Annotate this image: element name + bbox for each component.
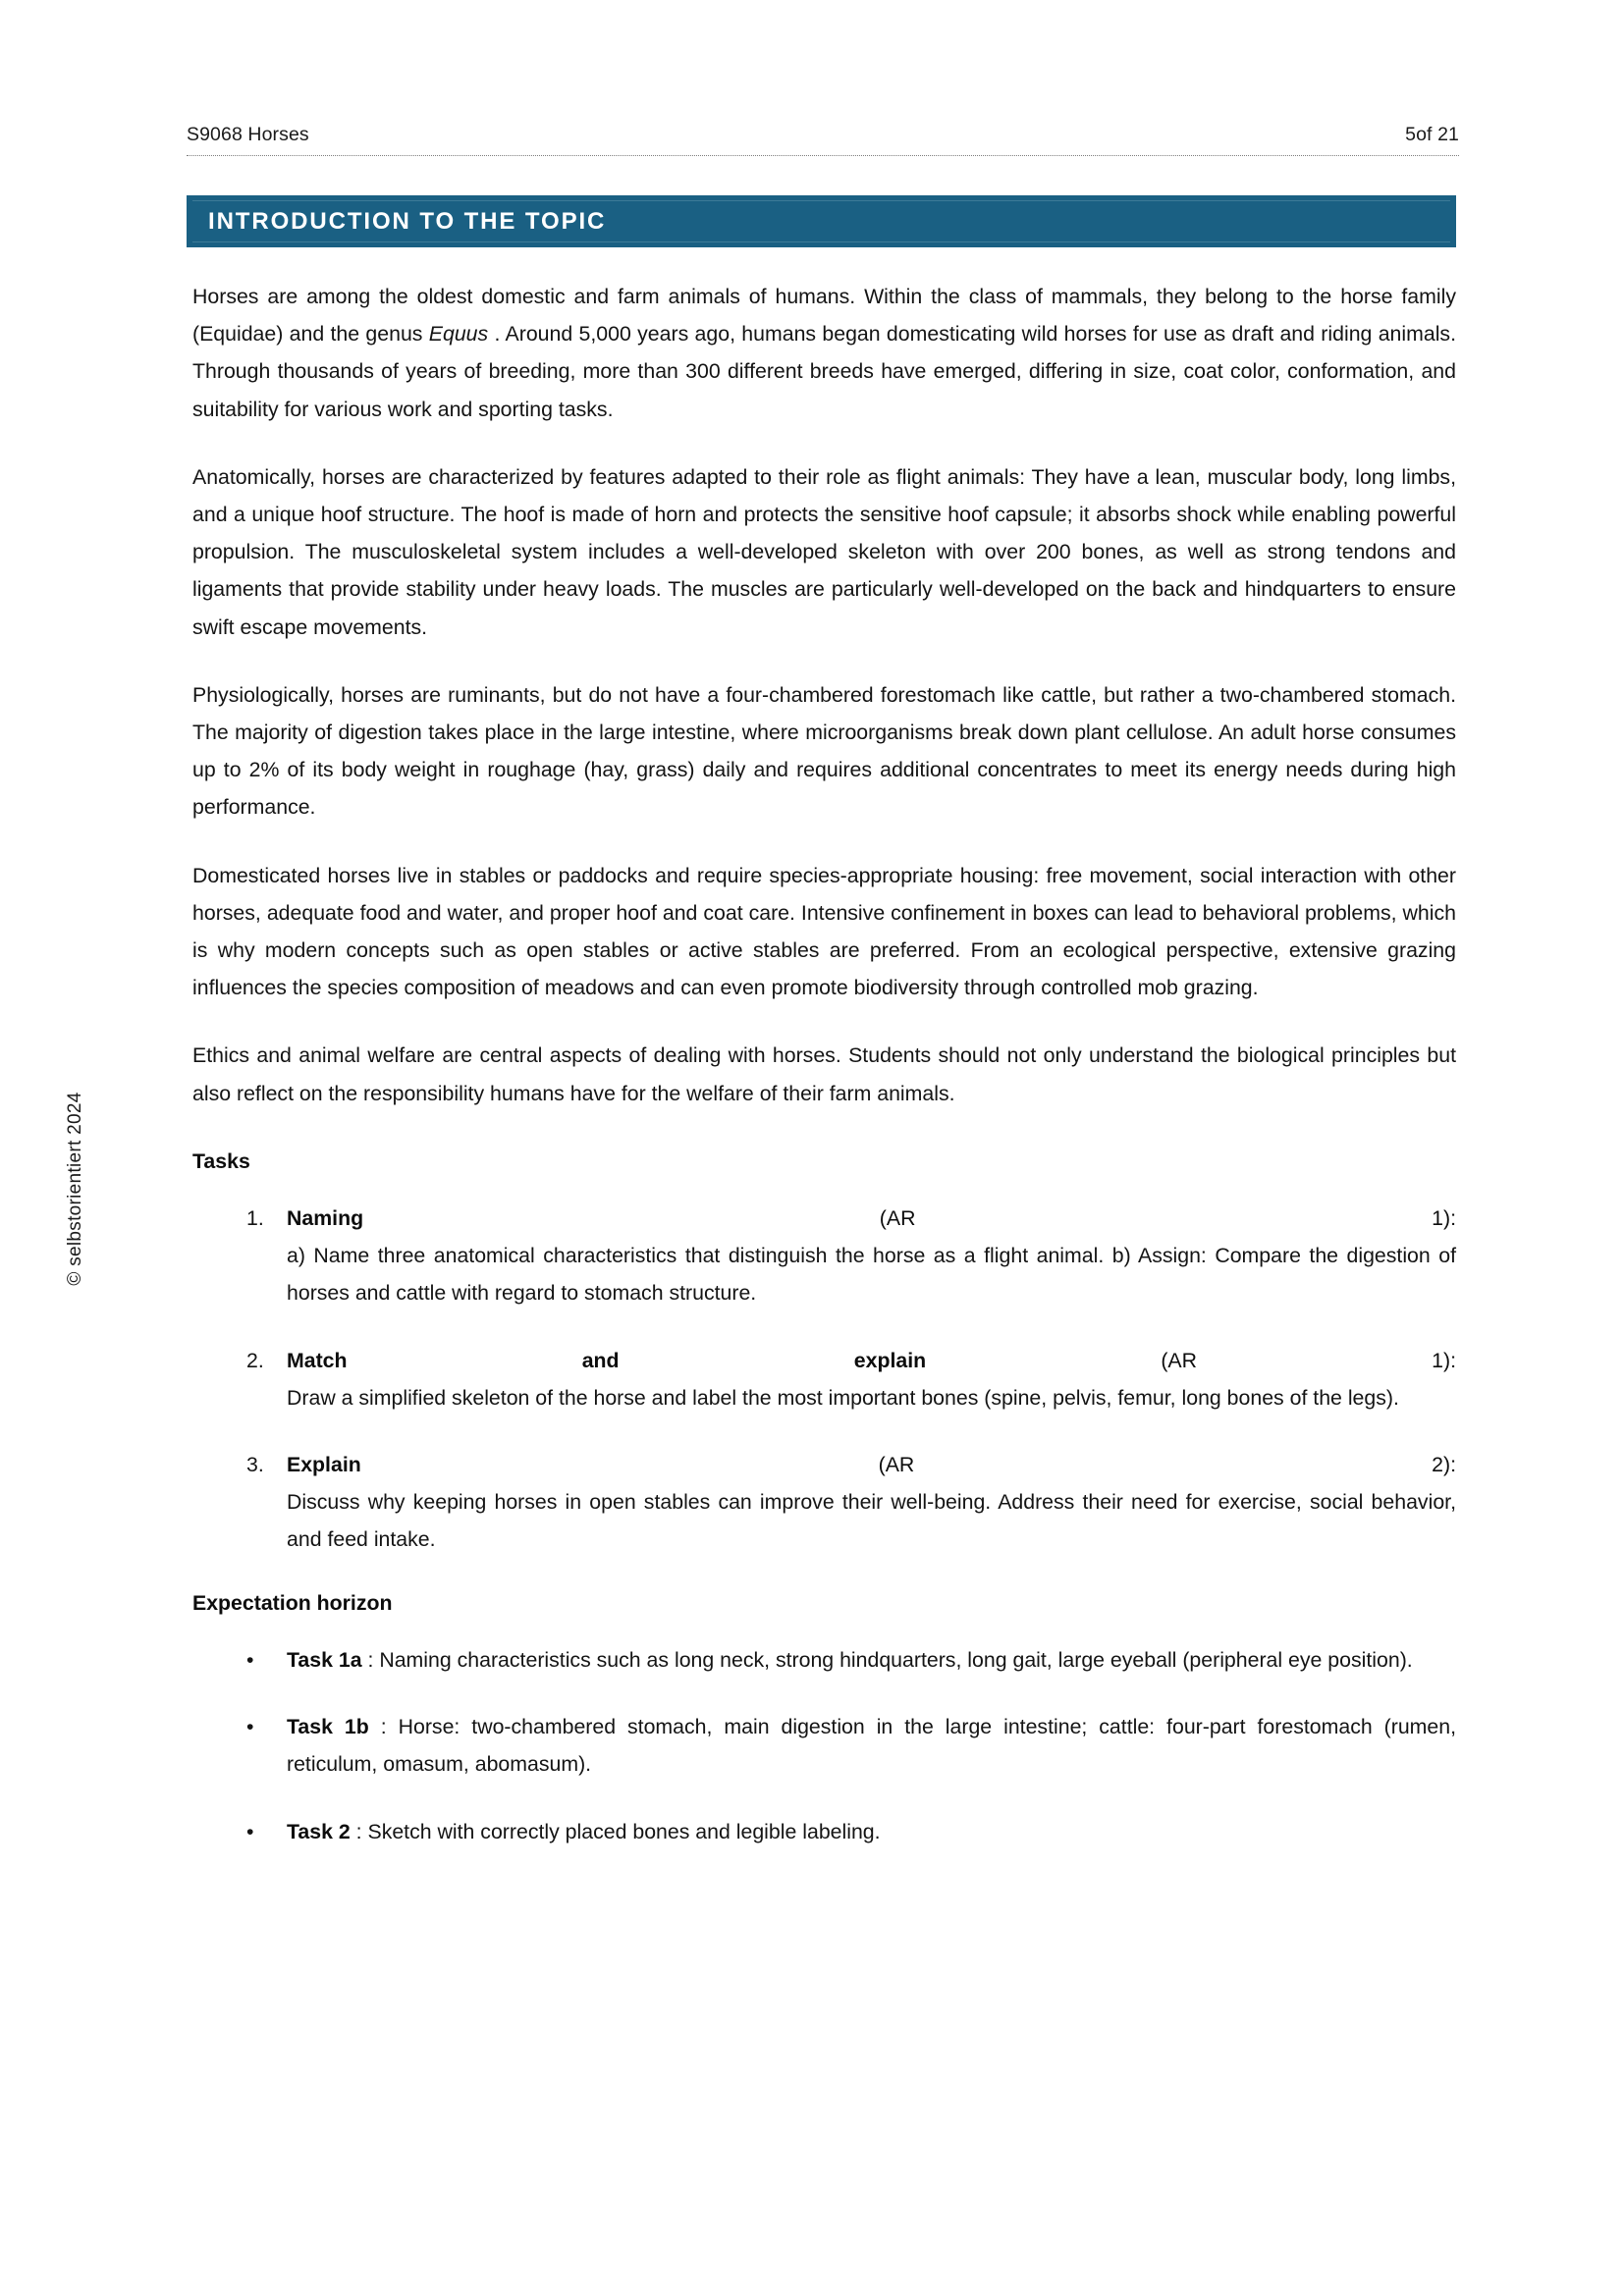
paragraph-husbandry: Domesticated horses live in stables or paddocks and require species-appropriate housing: free movement, social interaction with other horses, adequate food and water, and proper hoof and coat care. Intensive confinement in boxes can lead to behavioral problems, which is why modern concepts such as open stables or active stables are preferred. From an ecological perspective, extensive grazing influences the species composition of meadows and can even promote biodiversity through controlled mob grazing.: [192, 863, 1456, 1000]
list-item: [287, 1641, 1456, 1679]
sidebar-copyright-notice: © selbstorientiert 2024: [65, 1092, 85, 1286]
task-1-ar-label: (AR: [879, 1206, 916, 1231]
header-document-title: S9068 Horses: [187, 124, 309, 145]
task-list-item: [287, 1342, 1456, 1416]
paragraph-1-part-b: . Around 5,000 years ago, humans began domesticating wild horses for use as draft and riding animals. Through thousands of years of breeding, more than 300 different breeds have emerged, differing in size, coat color, conformation, and suitability for various work and sporting tasks.: [192, 322, 1456, 421]
spacer-above-tasks: [192, 1186, 1456, 1200]
tasks-list: [192, 1200, 1456, 1559]
paragraph-ethics: Ethics and animal welfare are central aspects of dealing with horses. Students should not only understand the biological principles but also reflect on the responsibility humans have for the welfare of their farm animals.: [192, 1043, 1456, 1105]
expectation-item-2-label: Task 1b: [287, 1715, 369, 1739]
task-2-title-word-2: and: [581, 1348, 620, 1372]
task-1-title-line: [287, 1200, 1456, 1237]
expectation-item-1-text: : Naming characteristics such as long neck, strong hindquarters, long gait, large eyeball (peripheral eye position).: [361, 1647, 1413, 1672]
paragraph-1-part-a: Horses are among the oldest domestic and farm animals of humans. Within the class of mammals, they belong to the horse family (Equidae) and the genus: [192, 285, 1456, 347]
header-divider-rule: [187, 155, 1459, 156]
expectation-horizon-list: [192, 1641, 1456, 1850]
spacer-above-expectation: [192, 1559, 1456, 1584]
task-3-spacer-left: [361, 1446, 879, 1483]
expectation-item-3-label: Task 2: [287, 1819, 351, 1843]
task-2-spacer-1: [348, 1342, 582, 1379]
task-1-level: 1):: [1432, 1206, 1456, 1231]
section-banner: [187, 195, 1456, 247]
list-item: [287, 1708, 1456, 1783]
tasks-heading: Tasks: [192, 1148, 250, 1173]
task-2-spacer-2: [620, 1342, 854, 1379]
task-list-item: [287, 1200, 1456, 1312]
task-2-title-word-3: explain: [853, 1348, 927, 1372]
task-1-title: Naming: [287, 1206, 364, 1231]
task-2-title-word-1: Match: [287, 1348, 348, 1372]
task-2-spacer-4: [1197, 1342, 1432, 1379]
task-2-ar-label: (AR: [1161, 1348, 1197, 1372]
task-3-title: Explain: [287, 1453, 361, 1477]
list-item: [287, 1813, 1456, 1850]
task-1-spacer-left: [363, 1200, 880, 1237]
task-1-spacer-right: [915, 1200, 1432, 1237]
paragraph-physiology: Physiologically, horses are ruminants, but do not have a four-chambered forestomach like cattle, but rather a two-chambered stomach. The majority of digestion takes place in the large intestine, where microorganisms break down plant cellulose. An adult horse consumes up to 2% of its body weight in roughage (hay, grass) daily and requires additional concentrates to meet its energy needs during high performance.: [192, 682, 1456, 820]
expectation-item-3-text: : Sketch with correctly placed bones and legible labeling.: [350, 1819, 881, 1843]
expectation-item-2-text: : Horse: two-chambered stomach, main digestion in the large intestine; cattle: four-part forestomach (rumen, reticulum, omasum, abomasum).: [287, 1715, 1457, 1777]
task-2-title-line: [287, 1342, 1456, 1379]
genus-name-italic: Equus: [428, 322, 489, 347]
paragraph-anatomy: Anatomically, horses are characterized by features adapted to their role as flight animals: They have a lean, muscular body, long limbs, and a unique hoof structure. The hoof is made of horn and protects the sensitive hoof capsule; it absorbs shock while enabling powerful propulsion. The musculoskeletal system includes a well-developed skeleton with over 200 bones, as well as strong tendons and ligaments that provide stability under heavy loads. The muscles are particularly well-developed on the back and hindquarters to ensure swift escape movements.: [192, 464, 1456, 639]
page-running-header: [187, 124, 1459, 146]
task-3-level: 2):: [1432, 1453, 1457, 1477]
spacer-below-expectation-heading: [192, 1628, 1456, 1641]
task-3-body: Discuss why keeping horses in open stables can improve their well-being. Address their need for exercise, social behavior, and feed intake.: [287, 1490, 1456, 1552]
header-page-indicator: 5of 21: [1405, 124, 1459, 145]
task-1-body: a) Name three anatomical characteristics that distinguish the horse as a flight animal. b) Assign: Compare the digestion of horses and cattle with regard to stomach structure.: [287, 1244, 1456, 1306]
expectation-item-1-label: Task 1a: [287, 1647, 362, 1672]
task-2-body: Draw a simplified skeleton of the horse and label the most important bones (spine, pelvis, femur, long bones of the legs).: [287, 1385, 1399, 1410]
task-3-title-line: [287, 1446, 1456, 1483]
document-body: [192, 278, 1456, 1850]
expectation-horizon-heading: Expectation horizon: [192, 1590, 393, 1615]
task-2-spacer-3: [926, 1342, 1161, 1379]
task-3-spacer-right: [914, 1446, 1432, 1483]
task-2-level: 1):: [1432, 1348, 1457, 1372]
task-list-item: [287, 1446, 1456, 1559]
task-3-ar-label: (AR: [878, 1453, 915, 1477]
section-banner-title: INTRODUCTION TO THE TOPIC: [208, 207, 607, 235]
paragraph-intro-history: [192, 278, 1456, 428]
